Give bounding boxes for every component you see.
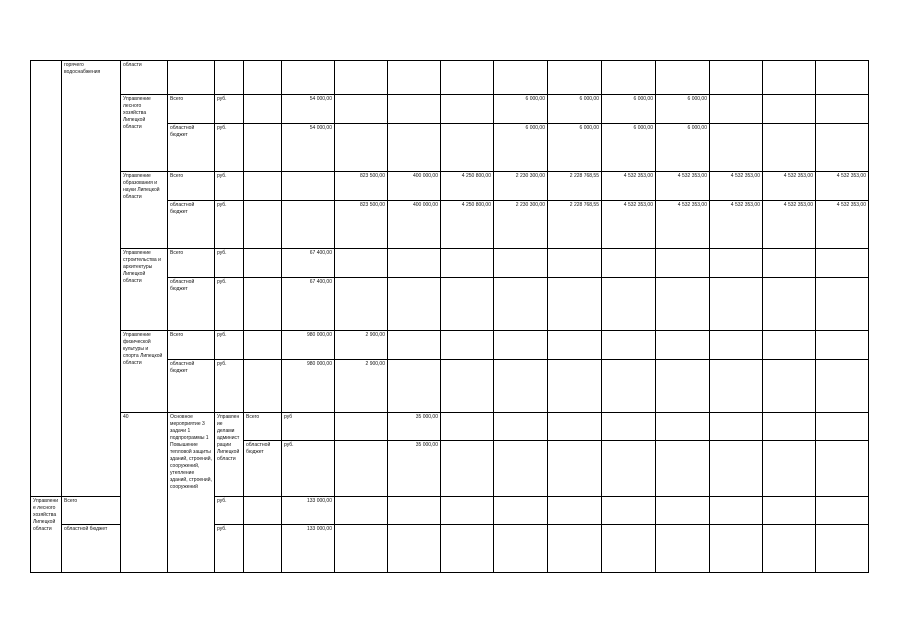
executor-cell: Управление лесного хозяйства Липецкой области: [31, 497, 62, 573]
value-cell: [388, 525, 441, 573]
value-cell: [763, 95, 816, 124]
value-cell: [816, 249, 869, 278]
value-cell: 4 532 353,00: [816, 201, 869, 249]
budget-source-cell: Всего: [62, 497, 121, 525]
value-cell: 4 532 353,00: [763, 201, 816, 249]
value-cell: [244, 95, 282, 124]
budget-source-cell: областной бюджет: [168, 278, 215, 331]
value-cell: [244, 360, 282, 413]
value-cell: [710, 249, 763, 278]
value-cell: [656, 497, 710, 525]
value-cell: 67 400,00: [282, 249, 335, 278]
unit-cell: руб.: [215, 95, 244, 124]
budget-source-cell: областной бюджет: [168, 124, 215, 172]
value-cell: [548, 360, 602, 413]
value-cell: [656, 331, 710, 360]
value-cell: [710, 278, 763, 331]
value-cell: 823 500,00: [335, 172, 388, 201]
unit-cell: руб.: [215, 249, 244, 278]
value-cell: [548, 278, 602, 331]
value-cell: [441, 61, 494, 95]
value-cell: [335, 249, 388, 278]
value-cell: [494, 497, 548, 525]
value-cell: [602, 497, 656, 525]
value-cell: [763, 61, 816, 95]
value-cell: [816, 497, 869, 525]
value-cell: [441, 331, 494, 360]
value-cell: [656, 525, 710, 573]
value-cell: [763, 413, 816, 441]
executor-cell: Управление делами администрации Липецкой области: [215, 413, 244, 497]
value-cell: [548, 249, 602, 278]
value-cell: [388, 61, 441, 95]
table-row: [31, 249, 869, 278]
value-cell: [494, 61, 548, 95]
value-cell: [602, 249, 656, 278]
value-cell: [602, 331, 656, 360]
unit-cell: руб.: [215, 124, 244, 172]
value-cell: 980 000,00: [282, 331, 335, 360]
value-cell: [335, 278, 388, 331]
unit-cell: руб.: [215, 172, 244, 201]
value-cell: [602, 441, 656, 497]
value-cell: [388, 497, 441, 525]
event-cell: Основное мероприятие 3 задачи 1 подпрограммы 1 Повышение тепловой защиты зданий, строений, сооружений, утепление зданий, строений, сооружений: [168, 413, 215, 573]
table-row: [31, 95, 869, 124]
value-cell: 2 228 768,55: [548, 201, 602, 249]
budget-source-cell: Всего: [168, 249, 215, 278]
value-cell: [441, 124, 494, 172]
value-cell: [710, 95, 763, 124]
value-cell: [494, 331, 548, 360]
unit-cell: руб: [282, 413, 335, 441]
unit-cell: руб.: [282, 441, 335, 497]
value-cell: [441, 360, 494, 413]
value-cell: [763, 124, 816, 172]
value-cell: [763, 441, 816, 497]
value-cell: [335, 497, 388, 525]
value-cell: [656, 413, 710, 441]
value-cell: 35 000,00: [388, 413, 441, 441]
executor-cell: Управление строительства и архитектуры Липецкой области: [121, 249, 168, 331]
value-cell: 4 532 353,00: [602, 172, 656, 201]
value-cell: [710, 497, 763, 525]
value-cell: [602, 360, 656, 413]
unit-cell: руб.: [215, 525, 244, 573]
value-cell: [763, 360, 816, 413]
value-cell: [816, 525, 869, 573]
value-cell: 2 900,00: [335, 331, 388, 360]
value-cell: [763, 278, 816, 331]
value-cell: 400 000,00: [388, 172, 441, 201]
value-cell: [244, 497, 282, 525]
value-cell: [244, 525, 282, 573]
value-cell: [494, 413, 548, 441]
value-cell: [656, 61, 710, 95]
value-cell: [816, 360, 869, 413]
value-cell: [388, 95, 441, 124]
value-cell: [244, 278, 282, 331]
value-cell: [602, 525, 656, 573]
value-cell: [335, 441, 388, 497]
value-cell: [710, 124, 763, 172]
value-cell: [441, 278, 494, 331]
value-cell: [494, 360, 548, 413]
value-cell: 54 000,00: [282, 95, 335, 124]
value-cell: [335, 124, 388, 172]
table-row: [31, 61, 869, 95]
unit-cell: руб.: [215, 201, 244, 249]
row-number-cell: 40: [121, 413, 168, 573]
budget-source-cell: областной бюджет: [244, 441, 282, 497]
value-cell: [763, 497, 816, 525]
unit-cell: руб.: [215, 331, 244, 360]
value-cell: [548, 413, 602, 441]
value-cell: [710, 61, 763, 95]
value-cell: [388, 278, 441, 331]
value-cell: 4 250 800,00: [441, 172, 494, 201]
value-cell: [816, 278, 869, 331]
value-cell: [656, 278, 710, 331]
value-cell: [441, 95, 494, 124]
value-cell: [441, 441, 494, 497]
value-cell: [602, 61, 656, 95]
value-cell: 6 000,00: [548, 124, 602, 172]
value-cell: [710, 360, 763, 413]
value-cell: [388, 331, 441, 360]
value-cell: [494, 525, 548, 573]
value-cell: [494, 249, 548, 278]
value-cell: 6 000,00: [494, 124, 548, 172]
value-cell: 2 900,00: [335, 360, 388, 413]
unit-cell: руб.: [215, 497, 244, 525]
value-cell: 4 532 353,00: [656, 172, 710, 201]
value-cell: [548, 497, 602, 525]
value-cell: 4 532 353,00: [816, 172, 869, 201]
executor-cell: Управление лесного хозяйства Липецкой области: [121, 95, 168, 172]
value-cell: [244, 172, 282, 201]
value-cell: 6 000,00: [656, 95, 710, 124]
value-cell: [244, 249, 282, 278]
value-cell: 133 000,00: [282, 497, 335, 525]
value-cell: 823 500,00: [335, 201, 388, 249]
value-cell: [763, 525, 816, 573]
executor-cell: области: [121, 61, 168, 95]
value-cell: [548, 61, 602, 95]
value-cell: [244, 61, 282, 95]
value-cell: 4 532 353,00: [763, 172, 816, 201]
value-cell: [441, 249, 494, 278]
unit-cell: руб.: [215, 278, 244, 331]
value-cell: 6 000,00: [656, 124, 710, 172]
value-cell: [710, 331, 763, 360]
value-cell: [548, 441, 602, 497]
value-cell: [816, 331, 869, 360]
value-cell: [388, 249, 441, 278]
value-cell: 4 250 800,00: [441, 201, 494, 249]
executor-cell: Управление физической культуры и спорта Липецкой области: [121, 331, 168, 413]
value-cell: 980 000,00: [282, 360, 335, 413]
value-cell: [388, 360, 441, 413]
budget-source-cell: Всего: [168, 95, 215, 124]
value-cell: [548, 331, 602, 360]
event-cell: горячего водоснабжения: [62, 61, 121, 497]
value-cell: [763, 331, 816, 360]
executor-cell: Управление образования и науки Липецкой области: [121, 172, 168, 249]
value-cell: 6 000,00: [602, 95, 656, 124]
value-cell: 4 532 353,00: [602, 201, 656, 249]
value-cell: [816, 413, 869, 441]
table-row: [31, 172, 869, 201]
budget-source-cell: областной бюджет: [62, 525, 121, 573]
value-cell: [710, 441, 763, 497]
value-cell: [710, 413, 763, 441]
budget-source-cell: Всего: [168, 331, 215, 360]
value-cell: [244, 201, 282, 249]
value-cell: 2 230 300,00: [494, 201, 548, 249]
value-cell: [335, 525, 388, 573]
value-cell: [494, 441, 548, 497]
value-cell: [215, 61, 244, 95]
value-cell: [388, 124, 441, 172]
budget-source-cell: областной бюджет: [168, 201, 215, 249]
value-cell: [441, 525, 494, 573]
value-cell: [656, 249, 710, 278]
budget-source-cell: Всего: [168, 172, 215, 201]
table-row: [31, 331, 869, 360]
value-cell: [602, 413, 656, 441]
value-cell: [441, 497, 494, 525]
value-cell: [816, 124, 869, 172]
value-cell: [335, 413, 388, 441]
value-cell: [244, 331, 282, 360]
unit-cell: руб.: [215, 360, 244, 413]
value-cell: [282, 201, 335, 249]
row-number-cell: [31, 61, 62, 497]
value-cell: 4 532 353,00: [710, 201, 763, 249]
table-row: [31, 413, 869, 441]
value-cell: 6 000,00: [602, 124, 656, 172]
budget-source-cell: областной бюджет: [168, 360, 215, 413]
value-cell: 4 532 353,00: [656, 201, 710, 249]
value-cell: [816, 61, 869, 95]
value-cell: [244, 124, 282, 172]
value-cell: [168, 61, 215, 95]
value-cell: 400 000,00: [388, 201, 441, 249]
value-cell: [656, 441, 710, 497]
value-cell: [548, 525, 602, 573]
value-cell: [710, 525, 763, 573]
value-cell: 35 000,00: [388, 441, 441, 497]
value-cell: [282, 61, 335, 95]
value-cell: [494, 278, 548, 331]
value-cell: [602, 278, 656, 331]
value-cell: 6 000,00: [548, 95, 602, 124]
value-cell: [656, 360, 710, 413]
value-cell: [441, 413, 494, 441]
value-cell: [282, 172, 335, 201]
value-cell: 2 228 768,55: [548, 172, 602, 201]
value-cell: [816, 95, 869, 124]
budget-table: [30, 60, 869, 573]
budget-source-cell: Всего: [244, 413, 282, 441]
value-cell: 67 400,00: [282, 278, 335, 331]
value-cell: 2 230 300,00: [494, 172, 548, 201]
value-cell: 4 532 353,00: [710, 172, 763, 201]
value-cell: 54 000,00: [282, 124, 335, 172]
value-cell: [335, 95, 388, 124]
value-cell: [335, 61, 388, 95]
value-cell: [816, 441, 869, 497]
value-cell: 133 000,00: [282, 525, 335, 573]
value-cell: 6 000,00: [494, 95, 548, 124]
value-cell: [763, 249, 816, 278]
